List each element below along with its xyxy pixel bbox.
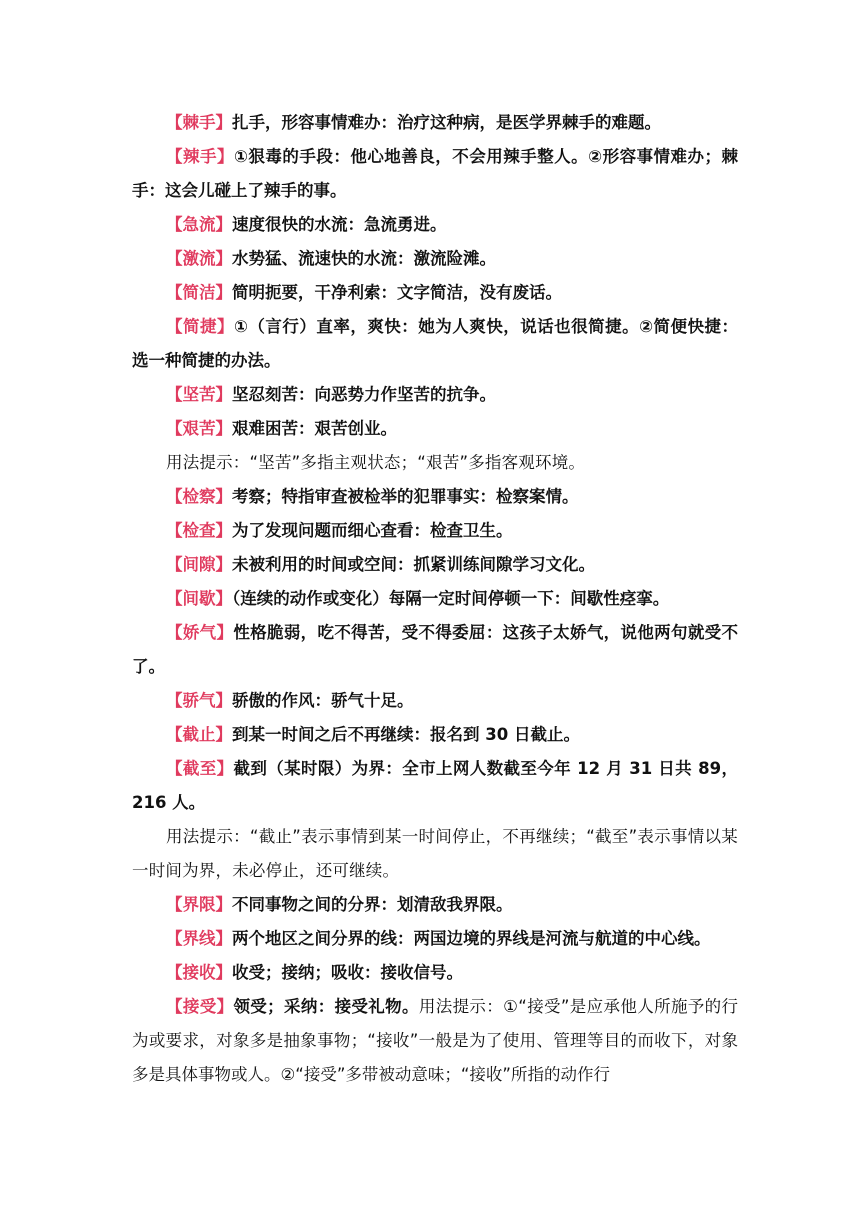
entry-term: 【检查】 — [166, 521, 232, 540]
entry-term: 【辣手】 — [166, 147, 234, 166]
entry-term: 【间隙】 — [166, 555, 232, 574]
entry-term: 【界线】 — [166, 929, 232, 948]
entry-definition: 截到（某时限）为界：全市上网人数截至今年 12 月 31 日共 89，216 人。 — [132, 759, 739, 812]
entry-term: 【坚苦】 — [166, 385, 232, 404]
entry-definition: ①（言行）直率，爽快：她为人爽快，说话也很简捷。②简便快捷：选一种简捷的办法。 — [132, 317, 738, 370]
entry-definition: 扎手，形容事情难办：治疗这种病，是医学界棘手的难题。 — [232, 113, 661, 132]
entry-definition: ①狠毒的手段：他心地善良，不会用辣手整人。②形容事情难办；棘手：这会儿碰上了辣手的事。 — [132, 147, 738, 200]
entry-term: 【激流】 — [166, 249, 232, 268]
entry-term: 【检察】 — [166, 487, 232, 506]
entry-definition: 艰难困苦：艰苦创业。 — [232, 419, 397, 438]
entry-jiliu — [132, 208, 738, 242]
usage-note-text: 用法提示：“坚苦”多指主观状态；“艰苦”多指客观环境。 — [166, 453, 586, 472]
entry-term: 【间歇】 — [166, 589, 232, 608]
entry-definition: 水势猛、流速快的水流：激流险滩。 — [232, 249, 496, 268]
entry-definition: 领受；采纳：接受礼物。 — [233, 997, 419, 1016]
entry-jianjie — [132, 276, 738, 310]
entry-definition: 骄傲的作风：骄气十足。 — [232, 691, 414, 710]
entry-jianjie-2 — [132, 310, 738, 378]
entry-definition: 收受；接纳；吸收：接收信号。 — [232, 963, 463, 982]
entry-jishou — [132, 106, 738, 140]
entry-term: 【艰苦】 — [166, 419, 232, 438]
entry-definition: 未被利用的时间或空间：抓紧训练间隙学习文化。 — [232, 555, 595, 574]
entry-definition: 为了发现问题而细心查看：检查卫生。 — [232, 521, 513, 540]
entry-term: 【急流】 — [166, 215, 232, 234]
usage-note-jiezhi — [132, 820, 738, 888]
entry-definition: 不同事物之间的分界：划清敌我界限。 — [232, 895, 513, 914]
entry-jianxi — [132, 548, 738, 582]
entry-jiaoqi — [132, 616, 738, 684]
entry-definition: （连续的动作或变化）每隔一定时间停顿一下：间歇性痉挛。 — [232, 589, 670, 608]
entry-definition: 到某一时间之后不再继续：报名到 30 日截止。 — [232, 725, 580, 744]
entry-jieshou — [132, 956, 738, 990]
entry-term: 【截止】 — [166, 725, 232, 744]
entry-jieshou-2 — [132, 990, 738, 1092]
entry-term: 【截至】 — [166, 759, 234, 778]
entry-definition: 坚忍刻苦：向恶势力作坚苦的抗争。 — [232, 385, 496, 404]
usage-note-jianku — [132, 446, 738, 480]
entry-term: 【界限】 — [166, 895, 232, 914]
entry-term: 【简洁】 — [166, 283, 232, 302]
usage-note-text: 用法提示：“截止”表示事情到某一时间停止，不再继续；“截至”表示事情以某一时间为界，未必停止，还可继续。 — [132, 827, 738, 880]
entry-jiancha-2 — [132, 514, 738, 548]
entry-definition: 考察；特指审查被检举的犯罪事实：检察案情。 — [232, 487, 579, 506]
entry-term: 【简捷】 — [166, 317, 234, 336]
entry-jiliu-2 — [132, 242, 738, 276]
entry-jiezhi — [132, 718, 738, 752]
entry-term: 【骄气】 — [166, 691, 232, 710]
entry-jianxie — [132, 582, 738, 616]
entry-jiaoqi-2 — [132, 684, 738, 718]
entry-term: 【接受】 — [166, 997, 234, 1016]
entry-jiexian-2 — [132, 922, 738, 956]
entry-jiezhi-2 — [132, 752, 738, 820]
entry-definition: 两个地区之间分界的线：两国边境的界线是河流与航道的中心线。 — [232, 929, 711, 948]
entry-lashou — [132, 140, 738, 208]
entry-jiancha — [132, 480, 738, 514]
entry-definition: 性格脆弱，吃不得苦，受不得委屈：这孩子太娇气，说他两句就受不了。 — [132, 623, 739, 676]
entry-jiexian — [132, 888, 738, 922]
entry-term: 【棘手】 — [166, 113, 232, 132]
entry-definition: 速度很快的水流：急流勇进。 — [232, 215, 447, 234]
entry-jianku — [132, 378, 738, 412]
entry-term: 【接收】 — [166, 963, 232, 982]
entry-definition: 简明扼要，干净利索：文字简洁，没有废话。 — [232, 283, 562, 302]
usage-note-text: 用法提示：①“接受”是应承他人所施予的行为或要求，对象多是抽象事物；“接收”一般是为了使用、管理等目的而收下，对象多是具体事物或人。②“接受”多带被动意味；“接收”所指的动作行 — [132, 997, 739, 1084]
entry-jianku-2 — [132, 412, 738, 446]
entry-term: 【娇气】 — [166, 623, 234, 642]
